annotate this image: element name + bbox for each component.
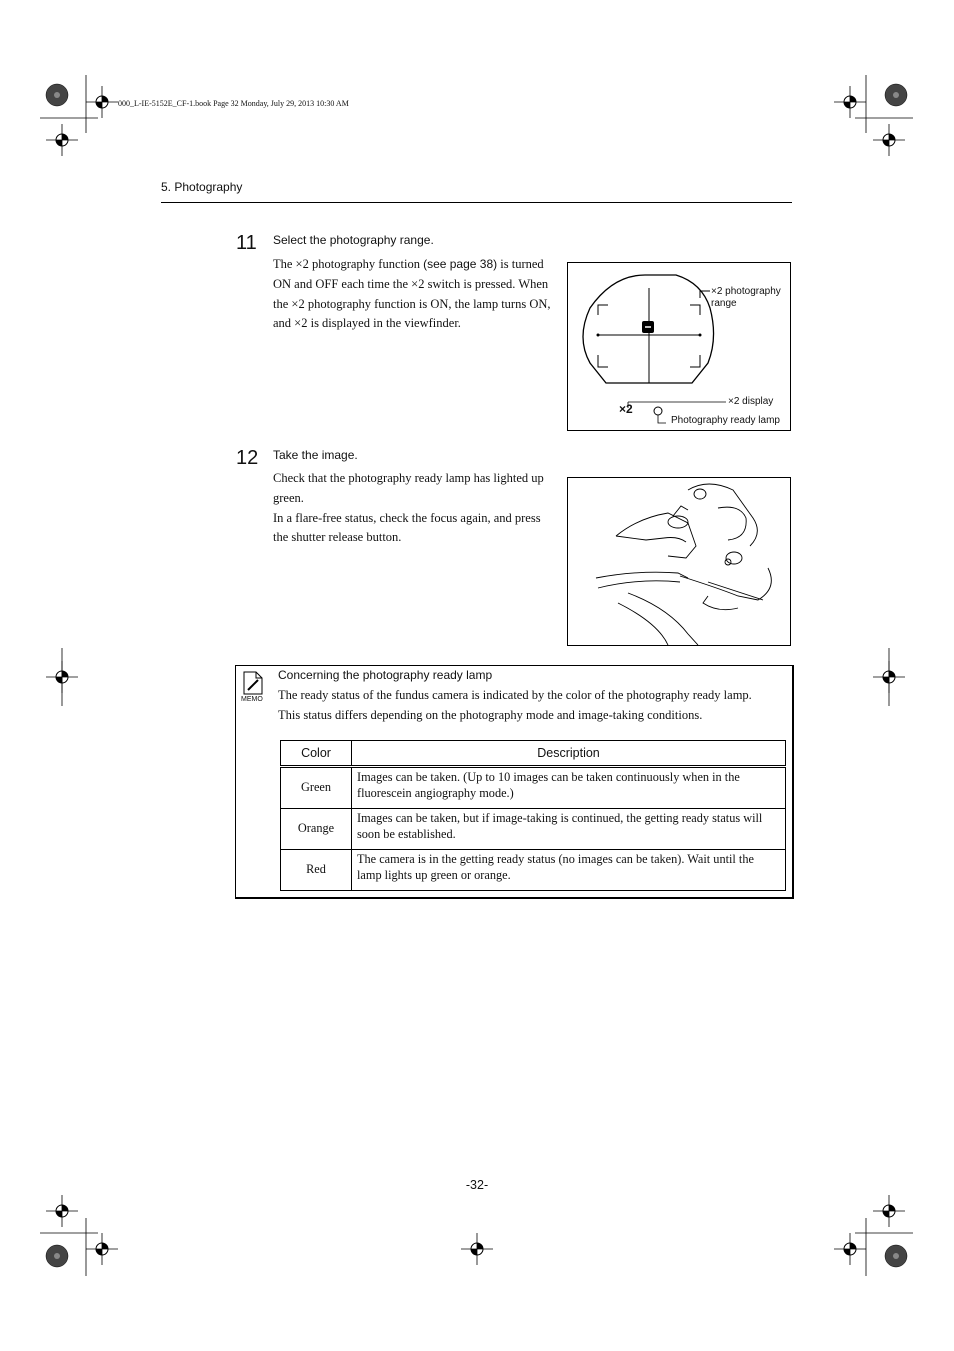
section-header: 5. Photography <box>161 180 243 194</box>
print-info: 000_L-IE-5152E_CF-1.book Page 32 Monday, July 29, 2013 10:30 AM <box>118 99 349 108</box>
cell-color: Red <box>281 850 352 891</box>
table-row <box>281 767 786 809</box>
step-body <box>273 469 557 548</box>
memo-icon <box>242 670 264 696</box>
body-paragraph: In a flare-free status, check the focus again, and press the shutter release button. <box>273 510 541 545</box>
body-text: The ×2 photography function <box>273 257 424 271</box>
lamp-status-table <box>280 740 786 891</box>
step-number: 11 <box>236 232 257 254</box>
memo-line: The ready status of the fundus camera is indicated by the color of the photography ready lamp. <box>278 688 752 702</box>
body-text: is turned ON and OFF each time the ×2 switch is pressed. When the ×2 photography function is ON, the lamp turns ON, and ×2 is displayed in the viewfinder. <box>273 257 551 331</box>
cell-description: The camera is in the getting ready status (no images can be taken). Wait until the lamp lights up green or orange. <box>352 850 786 891</box>
step-title: Select the photography range. <box>273 233 434 247</box>
callout-ready-lamp: Photography ready lamp <box>671 415 780 426</box>
callout-x2-range <box>711 286 781 310</box>
step-title: Take the image. <box>273 448 358 462</box>
callout-text: ×2 photography <box>711 286 781 297</box>
column-header-description: Description <box>352 741 786 767</box>
page-number: -32- <box>465 1178 489 1192</box>
memo-line: This status differs depending on the photography mode and image-taking conditions. <box>278 708 703 722</box>
cell-color: Green <box>281 767 352 809</box>
shutter-figure <box>567 477 791 646</box>
shutter-illustration <box>568 478 790 645</box>
body-paragraph: Check that the photography ready lamp has lighted up green. <box>273 471 544 505</box>
column-header-color: Color <box>281 741 352 767</box>
memo-text <box>278 685 788 725</box>
memo-title: Concerning the photography ready lamp <box>278 668 493 682</box>
memo-icon-label: MEMO <box>241 696 263 703</box>
table-row <box>281 809 786 850</box>
x2-display-mark: ×2 <box>619 402 633 416</box>
cell-description: Images can be taken, but if image-taking is continued, the getting ready status will soon be established. <box>352 809 786 850</box>
step-number: 12 <box>236 447 259 469</box>
table-header-row <box>281 741 786 767</box>
header-rule <box>161 202 792 203</box>
viewfinder-figure <box>567 262 791 431</box>
table-row <box>281 850 786 891</box>
step-body <box>273 255 557 334</box>
cell-description: Images can be taken. (Up to 10 images can be taken continuously when in the fluorescein angiography mode.) <box>352 767 786 809</box>
callout-text: range <box>711 298 737 309</box>
callout-x2-display: ×2 display <box>728 396 774 407</box>
page-reference: (see page 38) <box>423 257 498 271</box>
cell-color: Orange <box>281 809 352 850</box>
